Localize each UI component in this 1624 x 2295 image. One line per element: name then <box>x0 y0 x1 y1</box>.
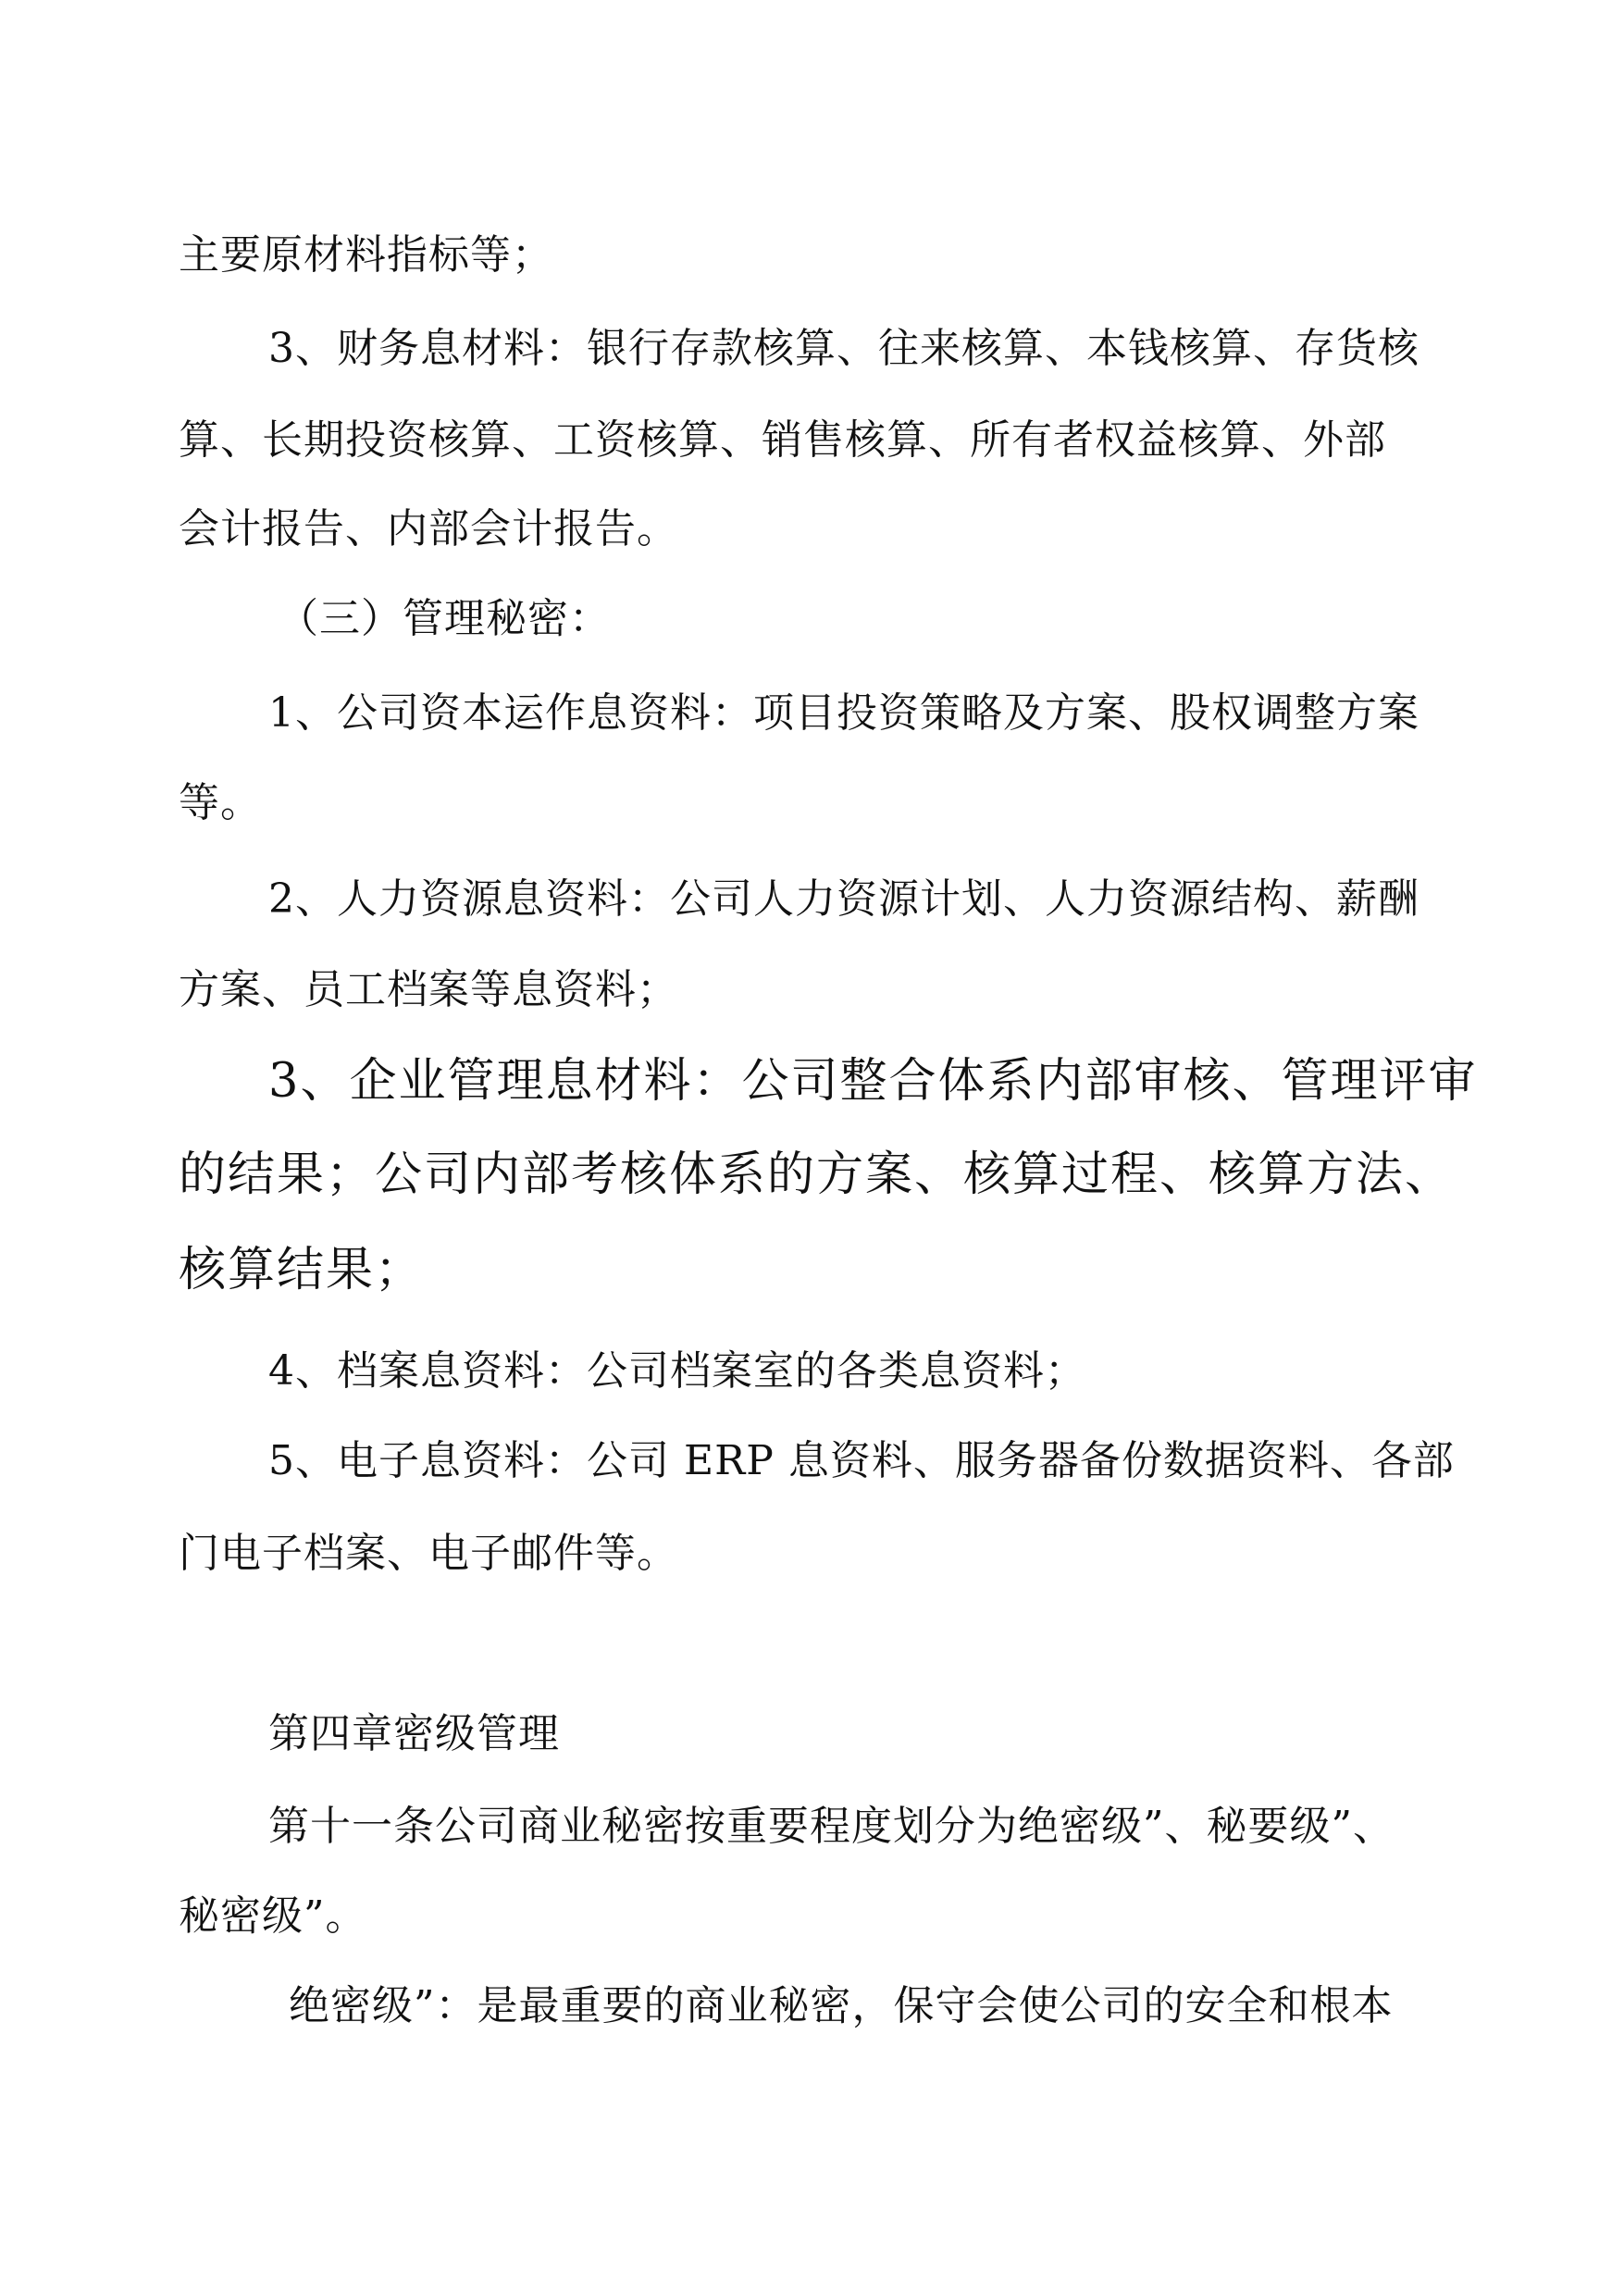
text-line: 1、公司资本运作息资料：项目投资策略及方案、股权调整方案 <box>268 689 1419 737</box>
text-line: 方案、员工档案等息资料； <box>179 966 678 1013</box>
text-line: 会计报告、内部会计报告。 <box>179 505 678 552</box>
text-line: 3、财务息材料：银行存款核算、往来核算、本钱核算、存货核 <box>268 325 1419 372</box>
text-line: 绝密级”：是最重要的商业秘密，保守会使公司的安全和根本 <box>289 1982 1394 2029</box>
text-line: 等。 <box>179 779 262 826</box>
text-line: 第十一条公司商业秘密按重要程度划分为绝密级”、秘要级”、 <box>268 1803 1395 1850</box>
text-line-large: 核算结果； <box>179 1243 425 1297</box>
text-line: 4、档案息资料：公司档案室的各类息资料； <box>268 1347 1086 1395</box>
text-line: 主要原材料指标等； <box>179 231 553 279</box>
text-line-large: 3、企业管理息材料：公司整合体系内部审核、管理评审 <box>268 1054 1478 1109</box>
section-heading: （三）管理秘密： <box>278 595 611 642</box>
text-line-large: 的结果；公司内部考核体系的方案、核算过程、核算方法、 <box>179 1148 1455 1202</box>
text-line: 2、人力资源息资料：公司人力资源计划、人力资源结构、薪酬 <box>268 875 1419 923</box>
text-line: 算、长期投资核算、工资核算、销售核算、所有者权益核算、外部 <box>179 416 1386 464</box>
text-line: 秘密级”。 <box>179 1892 367 1940</box>
text-line: 门电子档案、电子邮件等。 <box>179 1530 678 1577</box>
chapter-heading: 第四章密级管理 <box>268 1710 560 1757</box>
text-line: 5、电子息资料：公司 ERP 息资料、服务器备份数据资料、各部 <box>268 1437 1455 1484</box>
